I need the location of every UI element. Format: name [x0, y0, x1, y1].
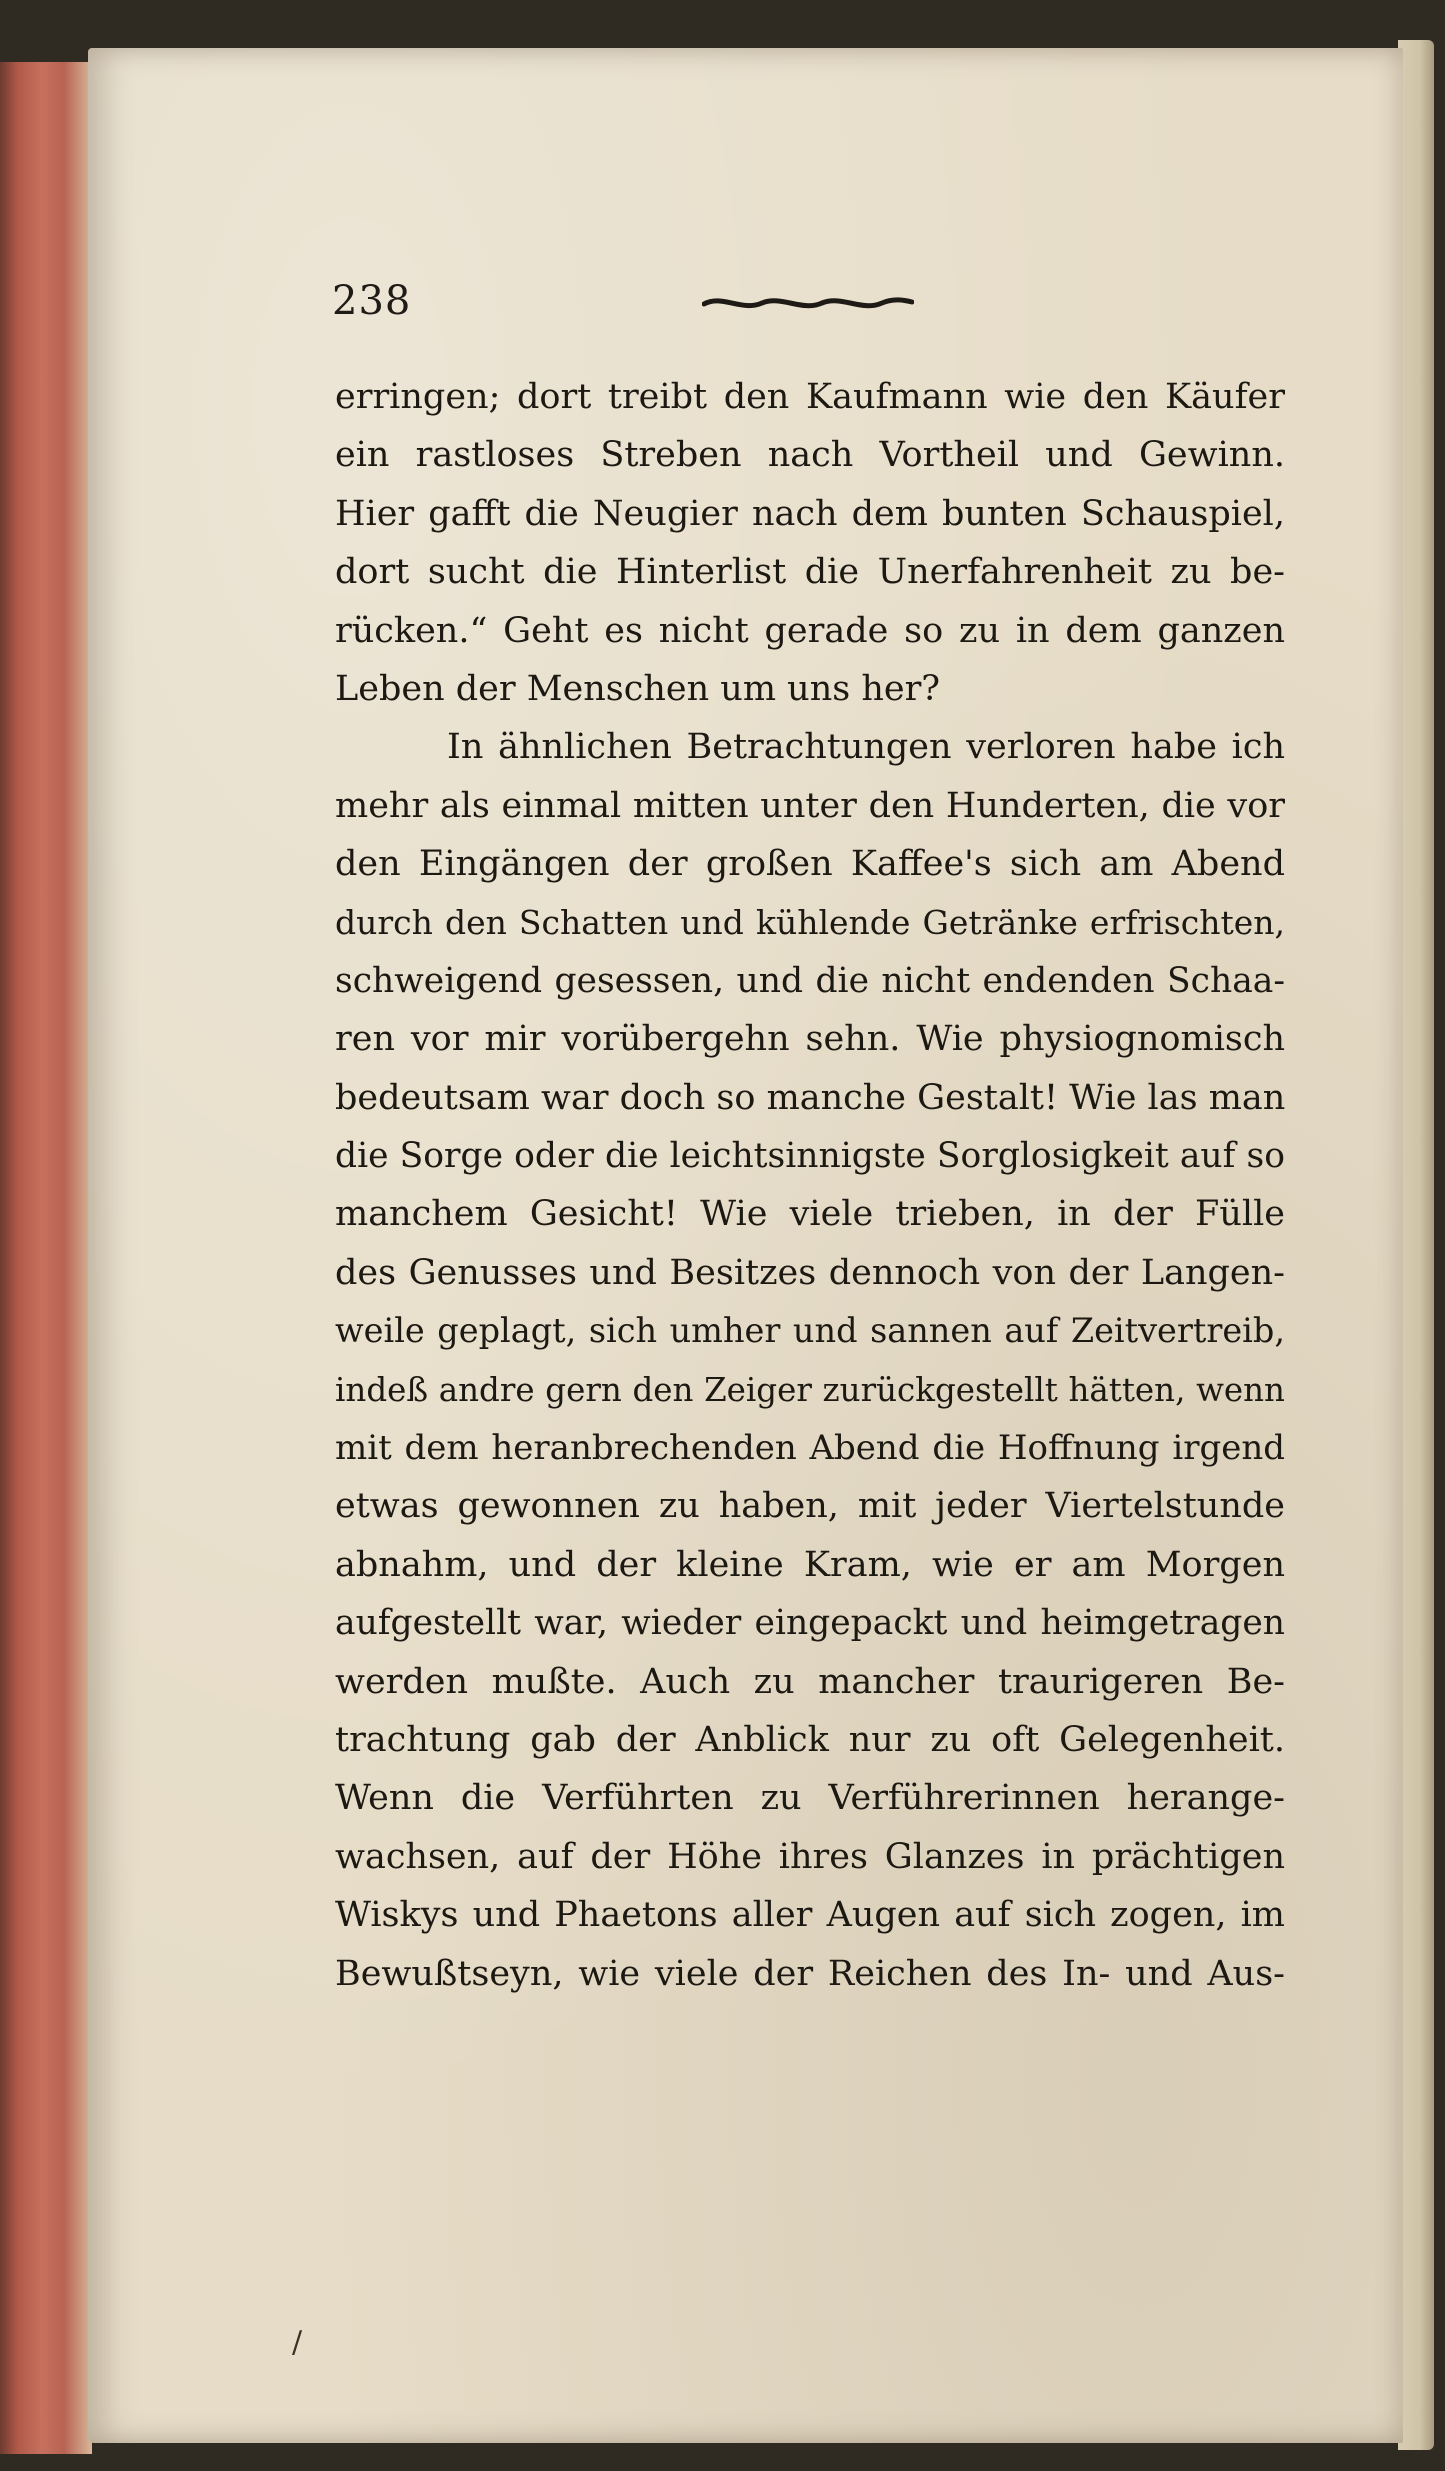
text-line: aufgestellt war, wieder eingepackt und heimgetragen: [335, 1603, 1285, 1644]
text-line: indeß andre gern den Zeiger zurückgestellt hätten, wenn: [335, 1370, 1285, 1409]
body-text: [335, 368, 1285, 2003]
page-number: 238: [332, 278, 412, 324]
text-line: Bewußtseyn, wie viele der Reichen des In- und Aus-: [335, 1953, 1285, 1994]
text-line: die Sorge oder die leichtsinnigste Sorglosigkeit auf so: [335, 1136, 1285, 1177]
book-page-edges: [0, 62, 92, 2454]
text-line: des Genusses und Besitzes dennoch von der Langen-: [335, 1252, 1285, 1293]
text-line: manchem Gesicht! Wie viele trieben, in der Fülle: [335, 1194, 1285, 1235]
text-line: schweigend gesessen, und die nicht endenden Schaa-: [335, 960, 1285, 1001]
text-line: Hier gafft die Neugier nach dem bunten Schauspiel,: [335, 493, 1285, 534]
text-line: In ähnlichen Betrachtungen verloren habe ich: [447, 727, 1285, 768]
text-line: dort sucht die Hinterlist die Unerfahrenheit zu be-: [335, 552, 1285, 593]
text-line: etwas gewonnen zu haben, mit jeder Viertelstunde: [335, 1486, 1285, 1527]
text-line: trachtung gab der Anblick nur zu oft Gelegenheit.: [335, 1719, 1285, 1760]
text-line: erringen; dort treibt den Kaufmann wie den Käufer: [335, 377, 1285, 417]
text-line: bedeutsam war doch so manche Gestalt! Wie las man: [335, 1077, 1285, 1118]
text-line: Leben der Menschen um uns her?: [335, 668, 941, 709]
text-line: den Eingängen der großen Kaffee's sich am Abend: [335, 844, 1285, 885]
text-line: rücken.“ Geht es nicht gerade so zu in dem ganzen: [335, 610, 1285, 651]
text-line: ren vor mir vorübergehn sehn. Wie physiognomisch: [335, 1019, 1285, 1060]
text-line: weile geplagt, sich umher und sannen auf Zeitvertreib,: [335, 1311, 1285, 1351]
text-line: wachsen, auf der Höhe ihres Glanzes in prächtigen: [335, 1836, 1285, 1877]
text-line: Wiskys und Phaetons aller Augen auf sich zogen, im: [335, 1895, 1285, 1936]
margin-mark: /: [292, 2325, 303, 2360]
page-header: [332, 278, 932, 334]
text-line: werden mußte. Auch zu mancher traurigeren Be-: [335, 1661, 1285, 1702]
text-line: ein rastloses Streben nach Vortheil und Gewinn.: [335, 435, 1285, 476]
text-line: mehr als einmal mitten unter den Hunderten, die vor: [335, 785, 1285, 826]
text-line: durch den Schatten und kühlende Getränke erfrischten,: [335, 902, 1285, 942]
text-line: Wenn die Verführten zu Verführerinnen herange-: [335, 1778, 1285, 1819]
ornament-rule: [702, 292, 914, 314]
text-line: mit dem heranbrechenden Abend die Hoffnung irgend: [335, 1428, 1285, 1469]
facing-page-edge: [1398, 40, 1434, 2450]
text-line: abnahm, und der kleine Kram, wie er am Morgen: [335, 1544, 1285, 1585]
